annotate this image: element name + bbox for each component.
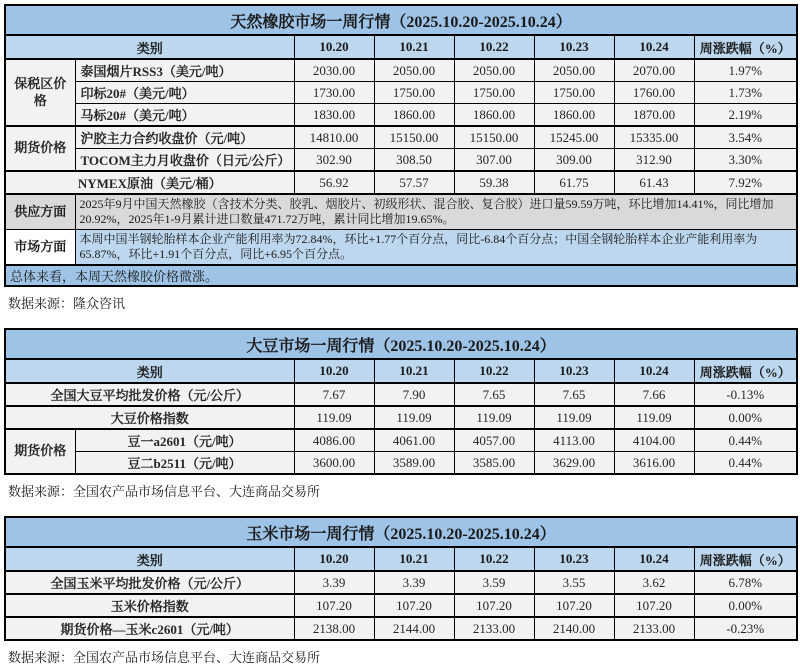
cell-value: 1860.00	[374, 104, 454, 127]
cell-value: 107.20	[614, 594, 694, 617]
date-header: 10.20	[294, 35, 374, 59]
cell-value: 3.39	[294, 571, 374, 594]
table-row	[5, 171, 797, 194]
cell-value: 309.00	[534, 149, 614, 172]
row-label: 全国大豆平均批发价格（元/公斤）	[5, 383, 294, 406]
cell-value: 1730.00	[294, 82, 374, 104]
cell-value: 119.09	[534, 406, 614, 429]
group-label-futures: 期货价格	[5, 429, 75, 474]
cell-change: 6.78%	[694, 571, 797, 594]
row-label: 期货价格—玉米c2601（元/吨）	[5, 617, 294, 640]
row-label: 沪胶主力合约收盘价（元/吨）	[75, 126, 294, 149]
change-header: 周涨跌幅（%）	[694, 547, 797, 571]
table-header-row	[5, 359, 797, 383]
row-label: 豆一a2601（元/吨）	[75, 429, 294, 452]
cell-value: 7.66	[614, 383, 694, 406]
cell-value: 3.59	[454, 571, 534, 594]
category-header: 类别	[5, 35, 294, 59]
row-label: 豆二b2511（元/吨）	[75, 452, 294, 475]
cell-value: 2030.00	[294, 59, 374, 82]
date-header: 10.22	[454, 359, 534, 383]
table-row	[5, 149, 797, 172]
cell-value: 2133.00	[454, 617, 534, 640]
cell-value: 302.90	[294, 149, 374, 172]
cell-value: 4061.00	[374, 429, 454, 452]
cell-value: 107.20	[294, 594, 374, 617]
soybean-section	[4, 328, 796, 500]
market-label: 市场方面	[5, 230, 75, 266]
cell-change: 0.44%	[694, 429, 797, 452]
cell-value: 14810.00	[294, 126, 374, 149]
rubber-section	[4, 4, 796, 312]
row-label: 玉米价格指数	[5, 594, 294, 617]
table-title-row	[5, 329, 797, 359]
supply-text: 2025年9月中国天然橡胶（含技术分类、胶乳、烟胶片、初级形状、混合胶、复合胶）进口量59.59万吨，环比增加14.41%，同比增加20.92%，2025年1-9月累计进口数量471.72万吨，累计同比增加19.65%。	[75, 194, 797, 230]
corn-table-title: 玉米市场一周行情（2025.10.20-2025.10.24）	[5, 517, 797, 547]
cell-value: 1830.00	[294, 104, 374, 127]
cell-value: 2050.00	[534, 59, 614, 82]
corn-section	[4, 516, 796, 666]
cell-value: 4104.00	[614, 429, 694, 452]
cell-value: 119.09	[374, 406, 454, 429]
cell-value: 2138.00	[294, 617, 374, 640]
cell-change: 1.73%	[694, 82, 797, 104]
cell-value: 3.55	[534, 571, 614, 594]
date-header: 10.24	[614, 35, 694, 59]
cell-value: 1750.00	[454, 82, 534, 104]
cell-value: 15245.00	[534, 126, 614, 149]
market-text: 本周中国半钢轮胎样本企业产能利用率为72.84%，环比+1.77个百分点，同比-6.84个百分点；中国全钢轮胎样本企业产能利用率为65.87%，环比+1.91个百分点，同比+6.95个百分点。	[75, 230, 797, 266]
cell-value: 7.67	[294, 383, 374, 406]
cell-value: 7.65	[454, 383, 534, 406]
cell-change: 3.30%	[694, 149, 797, 172]
cell-value: 3.62	[614, 571, 694, 594]
change-header: 周涨跌幅（%）	[694, 359, 797, 383]
group-label-bonded: 保税区价格	[5, 59, 75, 126]
group-label-futures: 期货价格	[5, 126, 75, 171]
cell-value: 1860.00	[534, 104, 614, 127]
cell-value: 2144.00	[374, 617, 454, 640]
category-header: 类别	[5, 547, 294, 571]
soybean-table	[4, 328, 798, 475]
table-header-row	[5, 35, 797, 59]
row-label: 全国玉米平均批发价格（元/公斤）	[5, 571, 294, 594]
table-row	[5, 429, 797, 452]
row-label: 泰国烟片RSS3（美元/吨）	[75, 59, 294, 82]
row-label: 印标20#（美元/吨）	[75, 82, 294, 104]
date-header: 10.22	[454, 35, 534, 59]
cell-change: 7.92%	[694, 171, 797, 194]
cell-change: -0.23%	[694, 617, 797, 640]
cell-change: 0.00%	[694, 406, 797, 429]
table-row	[5, 383, 797, 406]
cell-change: 0.00%	[694, 594, 797, 617]
date-header: 10.23	[534, 35, 614, 59]
row-label: TOCOM主力月收盘价（日元/公斤）	[75, 149, 294, 172]
supply-row	[5, 194, 797, 230]
summary-text: 总体来看，本周天然橡胶价格微涨。	[5, 265, 797, 286]
cell-value: 15335.00	[614, 126, 694, 149]
cell-value: 2050.00	[374, 59, 454, 82]
cell-change: 3.54%	[694, 126, 797, 149]
date-header: 10.24	[614, 547, 694, 571]
cell-value: 1870.00	[614, 104, 694, 127]
date-header: 10.21	[374, 547, 454, 571]
cell-change: 2.19%	[694, 104, 797, 127]
cell-value: 61.75	[534, 171, 614, 194]
table-header-row	[5, 547, 797, 571]
change-header: 周涨跌幅（%）	[694, 35, 797, 59]
rubber-table-title: 天然橡胶市场一周行情（2025.10.20-2025.10.24）	[5, 5, 797, 35]
cell-value: 307.00	[454, 149, 534, 172]
summary-row	[5, 265, 797, 286]
date-header: 10.24	[614, 359, 694, 383]
cell-value: 56.92	[294, 171, 374, 194]
row-label: 大豆价格指数	[5, 406, 294, 429]
cell-value: 119.09	[454, 406, 534, 429]
cell-value: 3616.00	[614, 452, 694, 475]
cell-value: 3600.00	[294, 452, 374, 475]
date-header: 10.22	[454, 547, 534, 571]
table-title-row	[5, 517, 797, 547]
cell-change: -0.13%	[694, 383, 797, 406]
cell-value: 1750.00	[374, 82, 454, 104]
row-label: NYMEX原油（美元/桶）	[5, 171, 294, 194]
date-header: 10.21	[374, 35, 454, 59]
cell-change: 0.44%	[694, 452, 797, 475]
cell-value: 3.39	[374, 571, 454, 594]
table-row	[5, 59, 797, 82]
date-header: 10.20	[294, 547, 374, 571]
cell-value: 3585.00	[454, 452, 534, 475]
date-header: 10.20	[294, 359, 374, 383]
cell-value: 1860.00	[454, 104, 534, 127]
cell-value: 59.38	[454, 171, 534, 194]
cell-value: 119.09	[294, 406, 374, 429]
corn-table	[4, 516, 798, 641]
cell-value: 1750.00	[534, 82, 614, 104]
cell-value: 15150.00	[374, 126, 454, 149]
data-source: 数据来源：全国农产品市场信息平台、大连商品交易所	[8, 650, 321, 665]
cell-value: 312.90	[614, 149, 694, 172]
data-source: 数据来源：隆众咨讯	[8, 296, 126, 311]
date-header: 10.21	[374, 359, 454, 383]
category-header: 类别	[5, 359, 294, 383]
table-row	[5, 452, 797, 475]
cell-value: 308.50	[374, 149, 454, 172]
table-row	[5, 82, 797, 104]
cell-value: 4057.00	[454, 429, 534, 452]
cell-value: 7.65	[534, 383, 614, 406]
cell-value: 107.20	[454, 594, 534, 617]
cell-change: 1.97%	[694, 59, 797, 82]
table-row	[5, 617, 797, 640]
cell-value: 2133.00	[614, 617, 694, 640]
cell-value: 7.90	[374, 383, 454, 406]
row-label: 马标20#（美元/吨）	[75, 104, 294, 127]
cell-value: 119.09	[614, 406, 694, 429]
cell-value: 2050.00	[454, 59, 534, 82]
cell-value: 107.20	[374, 594, 454, 617]
table-row	[5, 406, 797, 429]
cell-value: 4113.00	[534, 429, 614, 452]
cell-value: 57.57	[374, 171, 454, 194]
soybean-table-title: 大豆市场一周行情（2025.10.20-2025.10.24）	[5, 329, 797, 359]
data-source: 数据来源：全国农产品市场信息平台、大连商品交易所	[8, 484, 321, 499]
date-header: 10.23	[534, 359, 614, 383]
cell-value: 15150.00	[454, 126, 534, 149]
supply-label: 供应方面	[5, 194, 75, 230]
date-header: 10.23	[534, 547, 614, 571]
cell-value: 3629.00	[534, 452, 614, 475]
cell-value: 2140.00	[534, 617, 614, 640]
table-row	[5, 126, 797, 149]
table-row	[5, 594, 797, 617]
cell-value: 2070.00	[614, 59, 694, 82]
cell-value: 61.43	[614, 171, 694, 194]
cell-value: 3589.00	[374, 452, 454, 475]
cell-value: 1760.00	[614, 82, 694, 104]
table-row	[5, 104, 797, 127]
table-row	[5, 571, 797, 594]
cell-value: 107.20	[534, 594, 614, 617]
table-title-row	[5, 5, 797, 35]
market-row	[5, 230, 797, 266]
cell-value: 4086.00	[294, 429, 374, 452]
rubber-table	[4, 4, 798, 287]
